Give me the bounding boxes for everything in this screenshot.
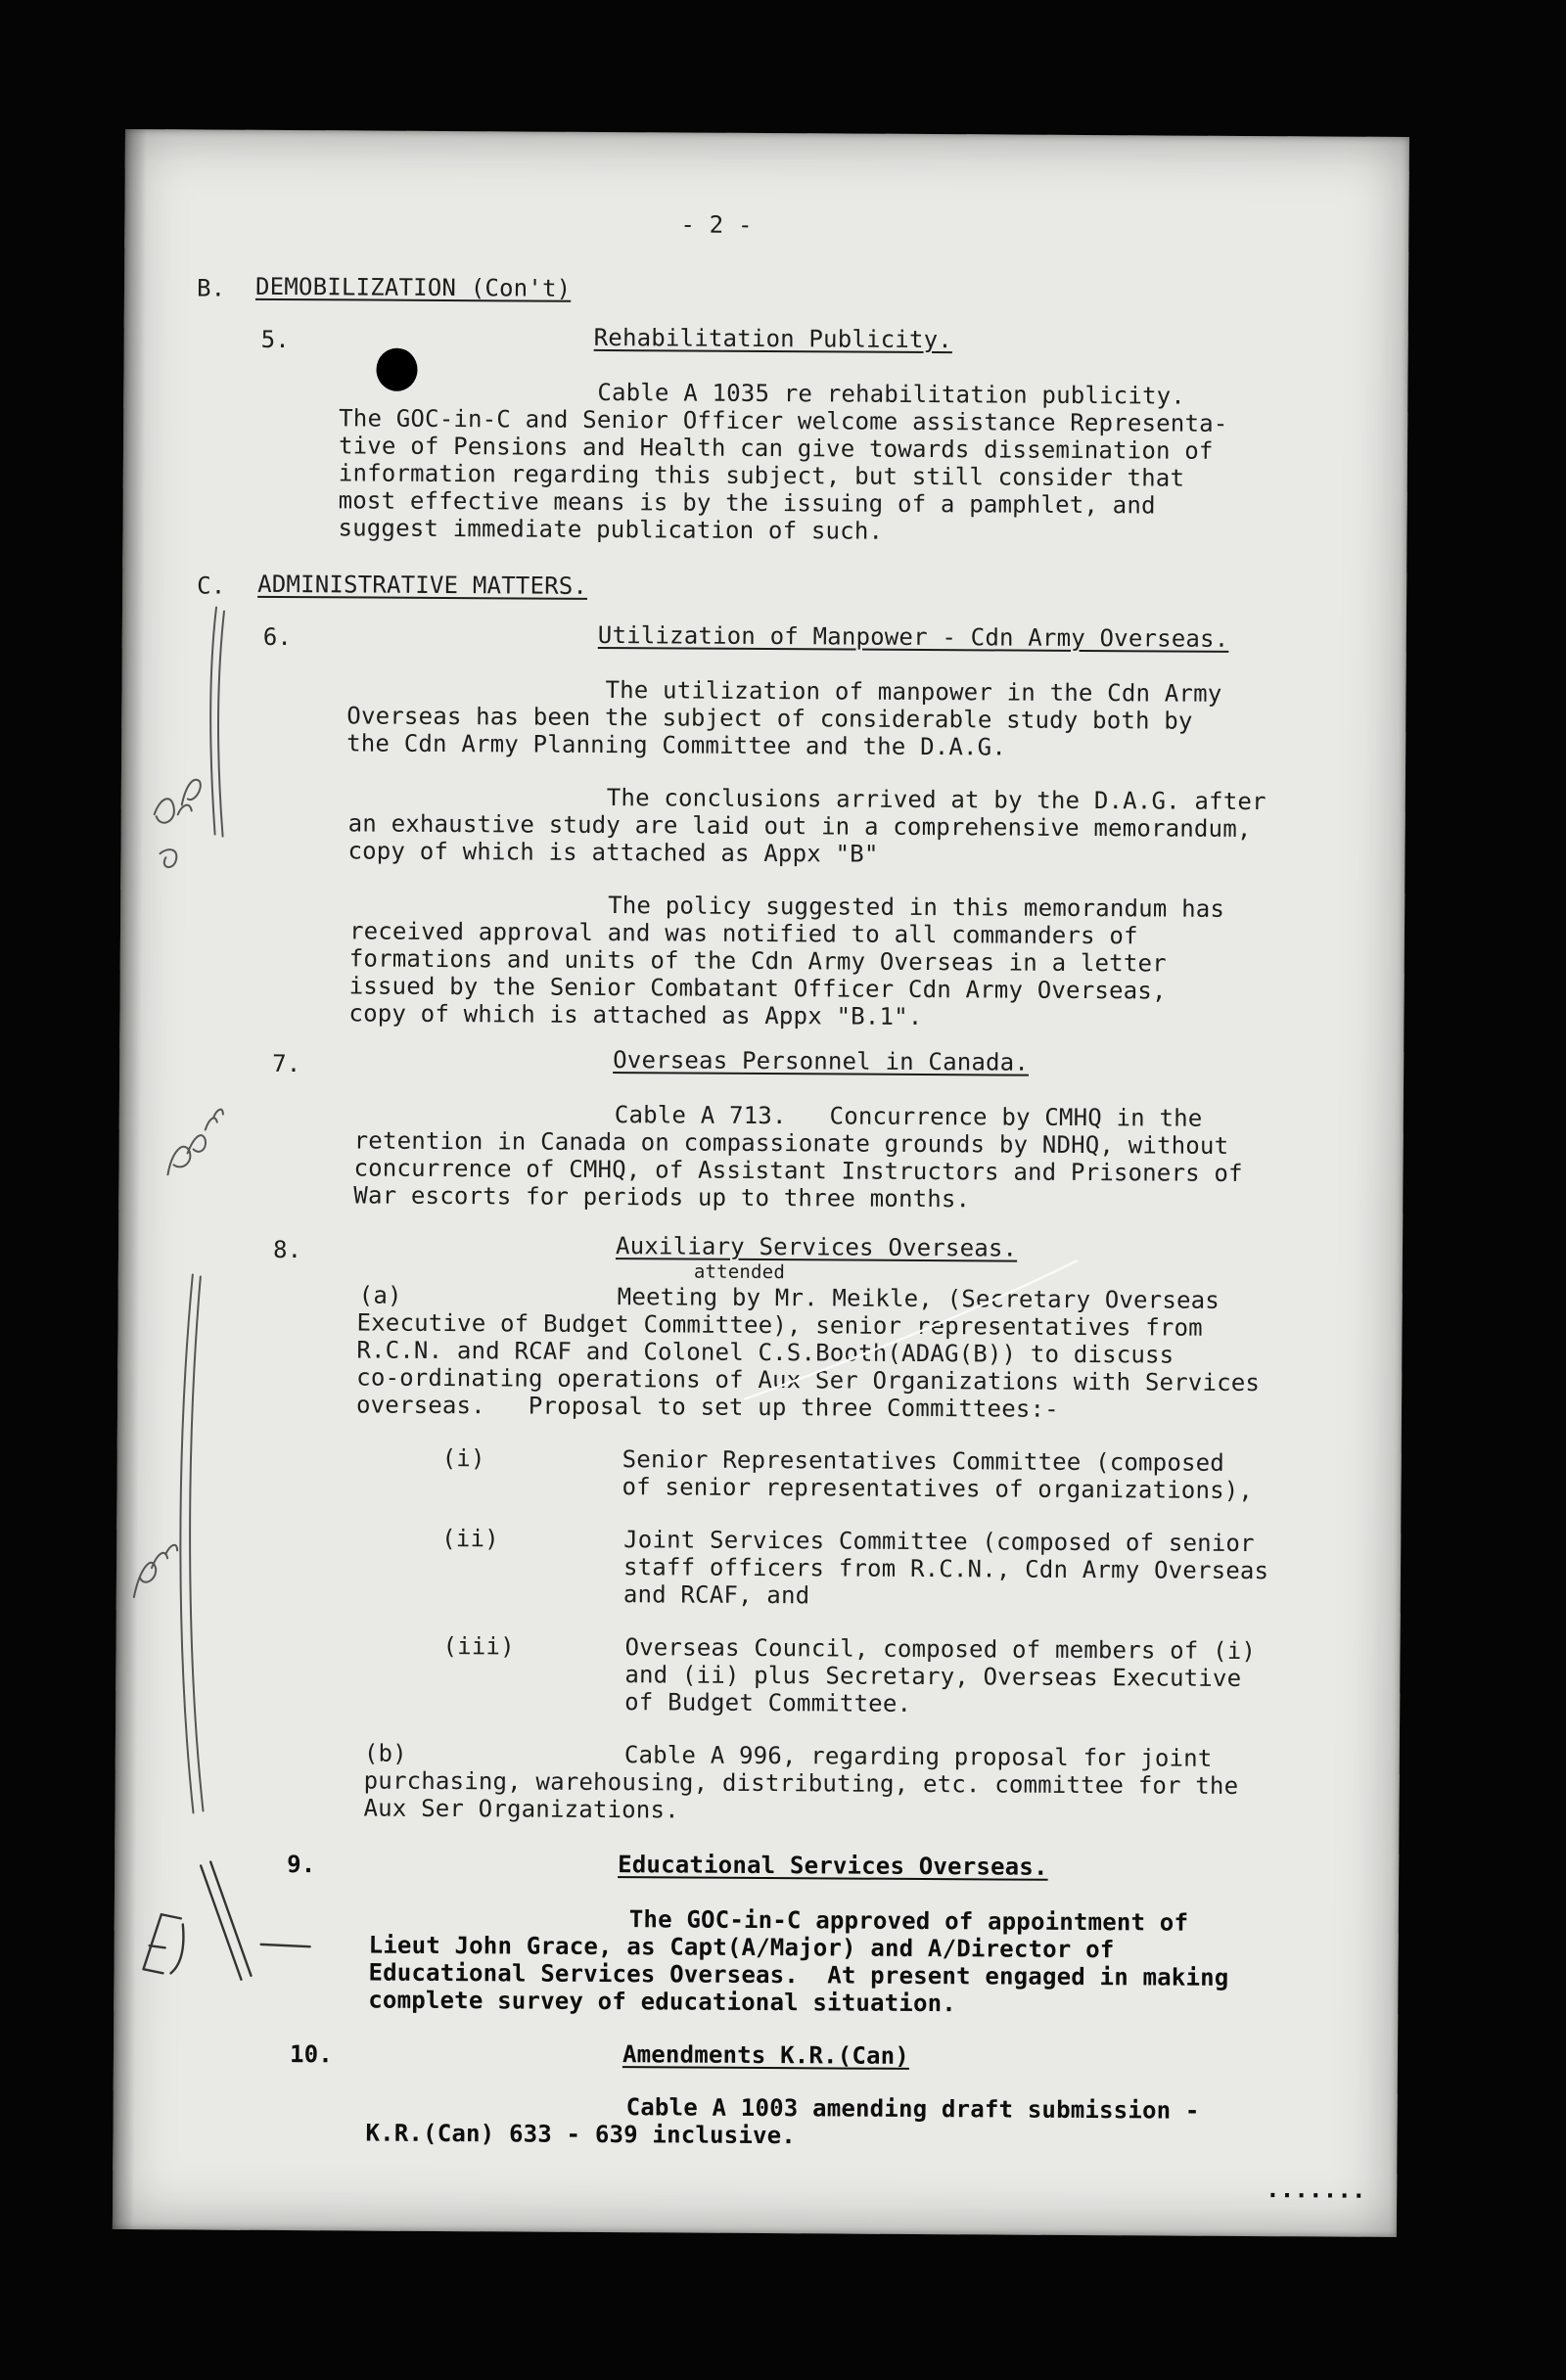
item-5-line: information regarding this subject, but still consider that <box>338 459 1185 492</box>
item-6-para3-line: formations and units of the Cdn Army Overseas in a letter <box>348 944 1167 978</box>
committee-label: (ii) <box>441 1525 499 1553</box>
committee-line: staff officers from R.C.N., Cdn Army Overseas <box>622 1553 1269 1585</box>
item-9-line: The GOC-in-C approved of appointment of <box>628 1905 1189 1937</box>
item-7-title: Overseas Personnel in Canada. <box>613 1046 1030 1076</box>
committee-line: Overseas Council, composed of members of (i) <box>624 1633 1257 1666</box>
item-10-number: 10. <box>289 2040 334 2069</box>
continuation-dots: ....... <box>1266 2175 1366 2204</box>
section-c-title: ADMINISTRATIVE MATTERS. <box>257 570 588 600</box>
item-6-para3-line: received approval and was notified to all commanders of <box>348 917 1138 950</box>
item-10-line: K.R.(Can) 633 - 639 inclusive. <box>365 2119 797 2150</box>
section-c-letter: C. <box>197 572 226 600</box>
pencil-annotations <box>113 129 1409 2237</box>
committee-label: (i) <box>441 1444 485 1473</box>
item-8-sub-a-line: Executive of Budget Committee), senior representatives from <box>356 1308 1203 1342</box>
margin-bracket <box>179 1274 197 1812</box>
handwritten-note-admin <box>167 1109 222 1174</box>
item-8-sub-a-line: R.C.N. and RCAF and Colonel C.S.Booth(ADAG(B)) to discuss <box>356 1336 1174 1369</box>
item-7-number: 7. <box>272 1049 301 1078</box>
item-5-line: tive of Pensions and Health can give towards dissemination of <box>338 432 1214 465</box>
item-6-para3-line: The policy suggested in this memorandum has <box>608 892 1225 923</box>
item-8-sub-b-line: Cable A 996, regarding proposal for joint <box>623 1741 1213 1772</box>
handwritten-initials <box>143 1914 180 1973</box>
document-page <box>113 129 1409 2237</box>
item-5-line: most effective means is by the issuing of a pamphlet, and <box>338 486 1156 520</box>
item-9-number: 9. <box>287 1851 316 1879</box>
item-6-para2-line: an exhaustive study are laid out in a comprehensive memorandum, <box>347 809 1252 844</box>
handwritten-note-org-estab <box>154 779 200 867</box>
item-5-title: Rehabilitation Publicity. <box>593 323 953 354</box>
item-8-inserted-word: attended <box>693 1260 786 1284</box>
item-8-sub-b-line: Aux Ser Organizations. <box>363 1794 679 1824</box>
item-8-sub-a-line: overseas. Proposal to set up three Committees:- <box>355 1391 1059 1423</box>
committee-line: and (ii) plus Secretary, Overseas Executive <box>624 1661 1242 1692</box>
committee-line: of Budget Committee. <box>624 1688 912 1717</box>
committee-line: Senior Representatives Committee (composed <box>622 1445 1225 1477</box>
handwritten-note-aux <box>134 1545 177 1598</box>
item-6-para1-line: Overseas has been the subject of considerable study both by <box>346 702 1193 735</box>
item-5-number: 5. <box>260 325 291 354</box>
item-7-line: Cable A 713. Concurrence by CMHQ in the <box>614 1101 1203 1132</box>
section-b-title: DEMOBILIZATION (Con't) <box>254 272 572 302</box>
item-9-line: Lieut John Grace, as Capt(A/Major) and A/Director of <box>368 1931 1115 1964</box>
committee-line: of senior representatives of organizations), <box>622 1473 1254 1505</box>
page-number: - 2 - <box>680 210 753 239</box>
item-10-title: Amendments K.R.(Can) <box>622 2040 910 2070</box>
item-8-sub-a-line: Meeting by Mr. Meikle, (Secretary Overseas <box>617 1283 1221 1314</box>
item-7-line: retention in Canada on compassionate grounds by NDHQ, without <box>353 1126 1229 1160</box>
item-5-line: Cable A 1035 re rehabilitation publicity. <box>597 378 1186 410</box>
item-6-para2-line: copy of which is attached as Appx "B" <box>347 837 879 868</box>
item-6-number: 6. <box>262 622 293 652</box>
item-6-para2-line: The conclusions arrived at by the D.A.G. after <box>606 784 1267 816</box>
item-10-line: Cable A 1003 amending draft submission - <box>625 2093 1200 2125</box>
margin-bracket <box>209 608 216 835</box>
committee-label: (iii) <box>442 1632 515 1661</box>
item-7-line: War escorts for periods up to three months. <box>353 1181 971 1213</box>
item-8-sub-b-line: purchasing, warehousing, distributing, etc. committee for the <box>363 1766 1239 1800</box>
item-9-title: Educational Services Overseas. <box>618 1851 1048 1881</box>
item-8-sub-a-label: (a) <box>358 1281 402 1309</box>
item-6-para3-line: copy of which is attached as Appx "B.1". <box>348 999 923 1030</box>
item-9-line: Educational Services Overseas. At present engaged in making <box>368 1958 1229 1991</box>
item-5-line: suggest immediate publication of such. <box>338 514 884 545</box>
item-6-para3-line: issued by the Senior Combatant Officer Cdn Army Overseas, <box>348 972 1167 1005</box>
item-6-para1-line: The utilization of manpower in the Cdn Army <box>605 676 1222 708</box>
item-8-title: Auxiliary Services Overseas. <box>615 1232 1018 1262</box>
item-6-title: Utilization of Manpower - Cdn Army Overseas. <box>597 620 1229 653</box>
committee-line: Joint Services Committee (composed of senior <box>623 1526 1255 1558</box>
check-stroke <box>744 1259 1078 1401</box>
section-b-letter: B. <box>196 274 226 302</box>
item-7-line: concurrence of CMHQ, of Assistant Instructors and Prisoners of <box>353 1154 1243 1187</box>
item-8-sub-a-line: co-ordinating operations of Aux Ser Organizations with Services <box>356 1363 1261 1397</box>
committee-line: and RCAF, and <box>622 1580 810 1610</box>
item-6-para1-line: the Cdn Army Planning Committee and the D.A.G. <box>346 729 1007 761</box>
item-8-sub-b-label: (b) <box>363 1739 407 1767</box>
item-9-line: complete survey of educational situation. <box>368 1986 957 2018</box>
item-8-number: 8. <box>272 1235 302 1264</box>
item-5-line: The GOC-in-C and Senior Officer welcome assistance Representa- <box>339 404 1228 437</box>
